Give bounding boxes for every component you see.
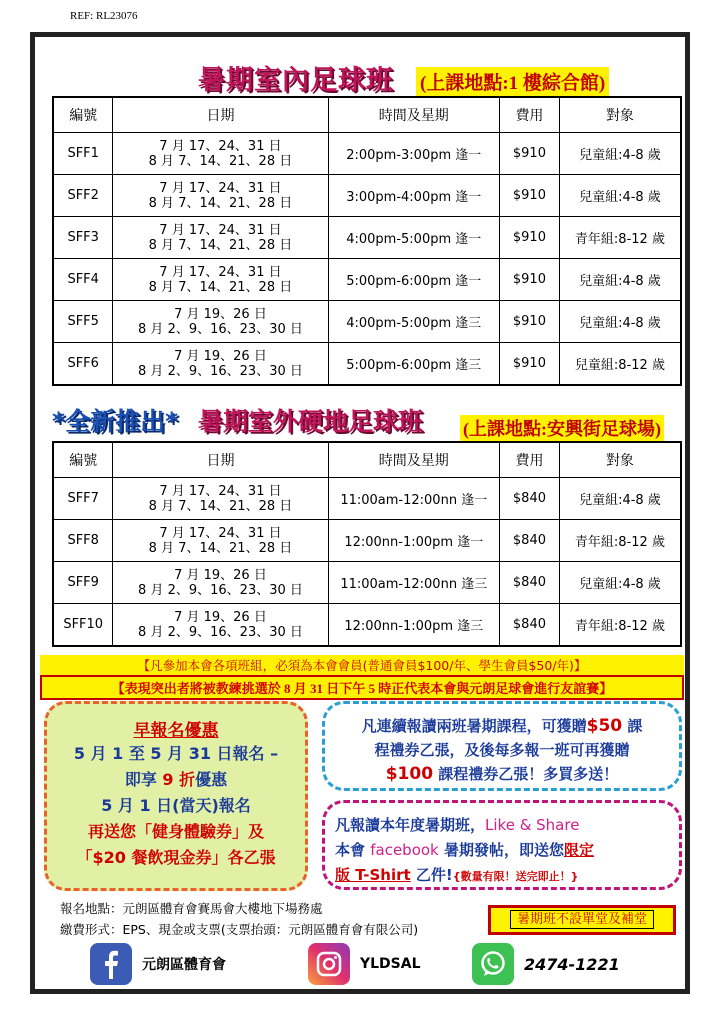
class-target: 青年組:8-12 歲: [559, 217, 681, 259]
class-time: 2:00pm-3:00pm 逢一: [328, 133, 499, 175]
facebook-contact[interactable]: [90, 942, 226, 986]
class-fee: $840: [500, 520, 560, 562]
facebook-promo-box: [322, 800, 682, 890]
table-row: [53, 478, 681, 520]
table-row: [53, 217, 681, 259]
table-row: [53, 301, 681, 343]
whatsapp-contact[interactable]: [472, 942, 620, 986]
class-time: 12:00nn-1:00pm 逢三: [328, 604, 499, 647]
outdoor-schedule-table: [52, 441, 682, 647]
class-code: SFF7: [53, 478, 113, 520]
outdoor-new-label: *全新推出*: [52, 407, 179, 436]
class-target: 兒童組:4-8 歲: [559, 259, 681, 301]
early-bird-heading: 早報名優惠: [133, 721, 219, 741]
class-target: 青年組:8-12 歲: [559, 520, 681, 562]
membership-note: 【凡參加本會各項班組，必須為本會會員(普通會員$100/年、學生會員$50/年)】: [40, 655, 684, 675]
class-code: SFF3: [53, 217, 113, 259]
class-target: 兒童組:4-8 歲: [559, 562, 681, 604]
class-target: 兒童組:4-8 歲: [559, 133, 681, 175]
promo-line: 凡連續報讀兩班暑期課程，可獲贈$50 課: [361, 716, 643, 736]
class-dates: 7 月 19、26 日 8 月 2、9、16、23、30 日: [113, 604, 328, 647]
table-row: [53, 343, 681, 386]
header-target: 對象: [559, 442, 681, 478]
early-bird-gift-2: 「$20 餐飲現金券」各乙張: [76, 848, 276, 867]
class-time: 11:00am-12:00nn 逢三: [328, 562, 499, 604]
instagram-contact[interactable]: [308, 942, 421, 986]
table-row: [53, 259, 681, 301]
table-row: [53, 133, 681, 175]
header-code: 編號: [53, 97, 113, 133]
class-code: SFF5: [53, 301, 113, 343]
registration-info: [60, 898, 418, 940]
class-fee: $910: [500, 343, 560, 386]
class-dates: 7 月 19、26 日 8 月 2、9、16、23、30 日: [113, 301, 328, 343]
promo-line: 程禮券乙張，及後每多報一班可再獲贈: [374, 741, 630, 759]
early-bird-gift-1: 再送您「健身體驗券」及: [87, 822, 264, 841]
header-fee: 費用: [500, 97, 560, 133]
class-dates: 7 月 17、24、31 日 8 月 7、14、21、28 日: [113, 259, 328, 301]
class-time: 5:00pm-6:00pm 逢一: [328, 259, 499, 301]
class-time: 5:00pm-6:00pm 逢三: [328, 343, 499, 386]
table-row: [53, 562, 681, 604]
class-dates: 7 月 19、26 日 8 月 2、9、16、23、30 日: [113, 562, 328, 604]
header-date: 日期: [113, 97, 328, 133]
header-time: 時間及星期: [328, 442, 499, 478]
early-bird-box: [44, 701, 308, 891]
class-time: 3:00pm-4:00pm 逢一: [328, 175, 499, 217]
class-dates: 7 月 17、24、31 日 8 月 7、14、21、28 日: [113, 478, 328, 520]
instagram-label: YLDSAL: [360, 956, 421, 972]
class-code: SFF10: [53, 604, 113, 647]
header-fee: 費用: [500, 442, 560, 478]
two-class-promo-box: [322, 701, 682, 791]
class-target: 兒童組:4-8 歲: [559, 175, 681, 217]
class-fee: $840: [500, 478, 560, 520]
indoor-schedule-table: [52, 96, 682, 386]
class-fee: $910: [500, 259, 560, 301]
header-time: 時間及星期: [328, 97, 499, 133]
promo-line: 版 T-Shirt 乙件!{數量有限！送完即止！}: [335, 866, 579, 884]
table-row: [53, 175, 681, 217]
indoor-title: 暑期室內足球班: [198, 65, 394, 96]
class-target: 青年組:8-12 歲: [559, 604, 681, 647]
reference-code: REF: RL23076: [70, 10, 138, 22]
early-bird-period: 5 月 1 至 5 月 31 日報名 –: [73, 744, 279, 763]
early-bird-discount: 即享 9 折優惠: [124, 770, 228, 789]
promo-line: $100 課程禮券乙張！多買多送！: [385, 764, 619, 784]
registration-address: 報名地點：元朗區體育會賽馬會大樓地下場務處: [60, 901, 323, 916]
class-fee: $910: [500, 133, 560, 175]
class-fee: $840: [500, 562, 560, 604]
table-row: [53, 520, 681, 562]
class-target: 兒童組:4-8 歲: [559, 478, 681, 520]
facebook-icon: [90, 943, 132, 985]
indoor-location: (上課地點:1 樓綜合館): [416, 67, 609, 96]
class-fee: $910: [500, 217, 560, 259]
class-time: 4:00pm-5:00pm 逢一: [328, 217, 499, 259]
class-time: 4:00pm-5:00pm 逢三: [328, 301, 499, 343]
class-target: 兒童組:8-12 歲: [559, 343, 681, 386]
header-target: 對象: [559, 97, 681, 133]
table-row: [53, 604, 681, 647]
instagram-icon: [308, 943, 350, 985]
class-fee: $840: [500, 604, 560, 647]
outdoor-location: (上課地點:安興街足球場): [460, 415, 664, 441]
whatsapp-icon: [472, 943, 514, 985]
promo-line: 本會 facebook 暑期發帖，即送您限定: [335, 841, 594, 859]
class-target: 兒童組:4-8 歲: [559, 301, 681, 343]
table-header-row: [53, 97, 681, 133]
header-date: 日期: [113, 442, 328, 478]
early-bird-day: 5 月 1 日(當天)報名: [101, 796, 251, 815]
class-code: SFF1: [53, 133, 113, 175]
class-fee: $910: [500, 175, 560, 217]
class-code: SFF4: [53, 259, 113, 301]
class-code: SFF6: [53, 343, 113, 386]
friendly-match-note: 【表現突出者將被教練挑選於 8 月 31 日下午 5 時正代表本會與元朗足球會進行友誼賽】: [40, 675, 684, 700]
class-code: SFF8: [53, 520, 113, 562]
class-code: SFF2: [53, 175, 113, 217]
class-dates: 7 月 17、24、31 日 8 月 7、14、21、28 日: [113, 133, 328, 175]
class-dates: 7 月 19、26 日 8 月 2、9、16、23、30 日: [113, 343, 328, 386]
class-time: 12:00nn-1:00pm 逢一: [328, 520, 499, 562]
promo-line: 凡報讀本年度暑期班，Like & Share: [335, 816, 580, 834]
header-code: 編號: [53, 442, 113, 478]
facebook-label: 元朗區體育會: [142, 957, 226, 973]
no-makeup-notice: 暑期班不設單堂及補堂: [488, 905, 676, 935]
class-code: SFF9: [53, 562, 113, 604]
class-dates: 7 月 17、24、31 日 8 月 7、14、21、28 日: [113, 520, 328, 562]
class-fee: $910: [500, 301, 560, 343]
table-header-row: [53, 442, 681, 478]
outdoor-title: 暑期室外硬地足球班: [198, 407, 424, 436]
class-dates: 7 月 17、24、31 日 8 月 7、14、21、28 日: [113, 175, 328, 217]
payment-methods: 繳費形式：EPS、現金或支票(支票抬頭：元朗區體育會有限公司): [60, 922, 419, 937]
class-dates: 7 月 17、24、31 日 8 月 7、14、21、28 日: [113, 217, 328, 259]
whatsapp-number: 2474-1221: [524, 954, 620, 974]
class-time: 11:00am-12:00nn 逢一: [328, 478, 499, 520]
